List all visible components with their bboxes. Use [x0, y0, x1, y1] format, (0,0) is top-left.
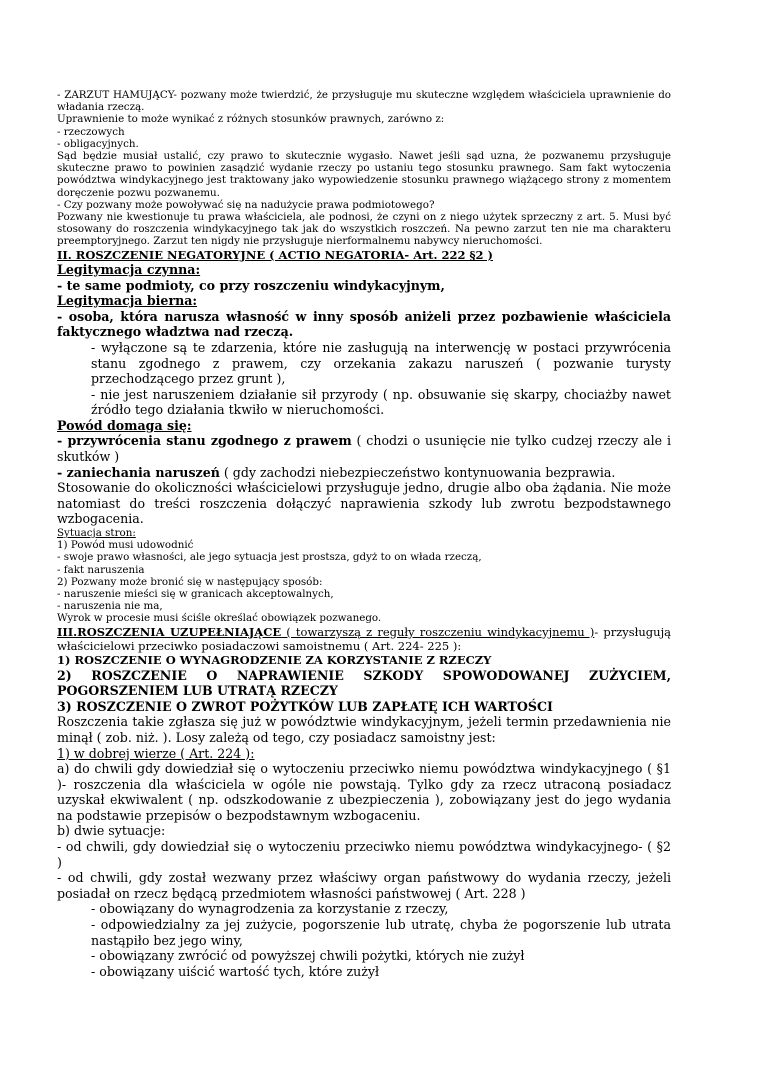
list-item: - nie jest naruszeniem działanie sił przyrody ( np. obsuwanie się skarpy, chociażby nawet źródło tego działania tkwiło w nieruchomości.	[91, 386, 671, 418]
paragraph: Stosowanie do okoliczności właścicielowi przysługuje jedno, drugie albo oba żądania. Nie może natomiast do treści roszczenia dołączyć naprawienia szkody lub zwrotu bezpodstawnego wzbogacenia.	[57, 480, 671, 527]
subheading: Powód domaga się:	[57, 417, 192, 433]
claim-heading: 3) ROSZCZENIE O ZWROT POŻYTKÓW LUB ZAPŁATĘ ICH WARTOŚCI	[57, 698, 553, 714]
list-item: - rzeczowych	[57, 125, 125, 138]
paragraph: a) do chwili gdy dowiedział się o wytoczeniu przeciwko niemu powództwa windykacyjnego ( §1 )- roszczenia dla właściciela w ogóle nie powstają. Tylko gdy za rzecz utraconą posiadacz uzyskał ekwiwalent ( np. odszkodowanie z ubezpieczenia ), zobowiązany jest do jego wydania na podstawie przepisów o bezpodstawnym wzbogaceniu.	[57, 761, 671, 823]
list-item: - odpowiedzialny za jej zużycie, pogorszenie lub utratę, chyba że pogorszenie lub utrata nastąpiło bez jego winy,	[91, 917, 671, 948]
list-item: - obligacyjnych.	[57, 137, 139, 150]
paragraph-rest: ( gdy zachodzi niebezpieczeństwo kontynuowania bezprawia.	[219, 464, 616, 480]
paragraph: Wyrok w procesie musi ściśle określać obowiązek pozwanego.	[57, 612, 382, 625]
list-item: - naruszenie mieści się w granicach akceptowalnych,	[57, 588, 334, 601]
section-title: III.ROSZCZENIA UZUPEŁNIAJĄCE	[57, 624, 282, 639]
paragraph: Sąd będzie musiał ustalić, czy prawo to skutecznie wygasło. Nawet jeśli sąd uzna, że pozwanemu przysługuje skuteczne prawo to powinien zasądzić wydanie rzeczy po ustaniu tego stosunku prawnego. Sam fakt wytoczenia powództwa windykacyjnego jest traktowany jako wypowiedzenie stosunku prawnego wiążącego strony z momentem doręczenie pozwu pozwanemu.	[57, 150, 671, 199]
list-item: - od chwili, gdy został wezwany przez właściwy organ państwowy do wydania rzeczy, jeżeli posiadał on rzecz będącą przedmiotem własności państwowej ( Art. 228 )	[57, 870, 671, 901]
list-item: - wyłączone są te zdarzenia, które nie zasługują na interwencję w postaci przywrócenia stanu zgodnego z prawem, czy orzekania zakazu naruszeń ( pozwanie turysty przechodzącego przez grunt ),	[91, 339, 671, 387]
bold-lead: - przywrócenia stanu zgodnego z prawem	[57, 433, 352, 449]
paragraph: - osoba, która narusza własność w inny sposób aniżeli przez pozbawienie właściciela faktycznego władztwa nad rzeczą.	[57, 308, 671, 340]
paragraph-rest: - przysługują właścicielowi przeciwko posiadaczowi samoistnemu ( Art. 224- 225 ):	[57, 624, 671, 653]
list-item: - fakt naruszenia	[57, 563, 145, 576]
list-item: - obowiązany uiścić wartość tych, które zużył	[91, 963, 380, 979]
bold-lead: - zaniechania naruszeń	[57, 464, 220, 480]
claim-heading: 2) ROSZCZENIE O NAPRAWIENIE SZKODY SPOWODOWANEJ ZUŻYCIEM, POGORSZENIEM LUB UTRATĄ RZECZY	[57, 667, 671, 699]
list-item: - obowiązany zwrócić od powyższej chwili pożytki, których nie zużył	[91, 948, 525, 964]
subheading: Legitymacja bierna:	[57, 293, 198, 309]
section-note: ( towarzyszą z reguły roszczeniu windykacyjnemu )	[281, 624, 595, 639]
paragraph: b) dwie sytuacje:	[57, 823, 166, 839]
paragraph	[57, 433, 671, 464]
paragraph: - te same podmioty, co przy roszczeniu windykacyjnym,	[57, 277, 445, 293]
list-item: - naruszenia nie ma,	[57, 600, 163, 613]
list-item: - od chwili, gdy dowiedział się o wytoczeniu przeciwko niemu powództwa windykacyjnego- ( §2 )	[57, 839, 671, 870]
subheading: 1) w dobrej wierze ( Art. 224 ):	[57, 745, 255, 761]
paragraph-rest: ( chodzi o usunięcie nie tylko cudzej rzeczy ale i skutków )	[57, 433, 671, 465]
paragraph: - Czy pozwany może powoływać się na nadużycie prawa podmiotowego?	[57, 198, 435, 211]
list-item: 2) Pozwany może bronić się w następujący sposób:	[57, 575, 323, 588]
section-heading: II. ROSZCZENIE NEGATORYJNE ( ACTIO NEGATORIA- Art. 222 §2 )	[57, 247, 493, 262]
claim-heading: 1) ROSZCZENIE O WYNAGRODZENIE ZA KORZYSTANIE Z RZECZY	[57, 653, 492, 668]
subheading: Legitymacja czynna:	[57, 261, 201, 277]
list-item: - obowiązany do wynagrodzenia za korzystanie z rzeczy,	[91, 901, 449, 917]
paragraph	[57, 465, 671, 481]
paragraph: Pozwany nie kwestionuje tu prawa właściciela, ale podnosi, że czyni on z niego użytek sprzeczny z art. 5. Musi być stosowany do roszczenia windykacyjnego tak jak do wszystkich roszczeń. Na pewno zarzut ten nie ma charakteru preemptoryjnego. Zarzut ten nigdy nie przysługuje nierformalnemu nabywcy nieruchomości.	[57, 211, 671, 248]
subheading: Sytuacja stron:	[57, 527, 136, 540]
section-heading	[57, 625, 671, 654]
paragraph: Uprawnienie to może wynikać z różnych stosunków prawnych, zarówno z:	[57, 113, 445, 126]
document-page	[57, 89, 671, 979]
list-item: - swoje prawo własności, ale jego sytuacja jest prostsza, gdyż to on włada rzeczą,	[57, 551, 482, 564]
paragraph: Roszczenia takie zgłasza się już w powództwie windykacyjnym, jeżeli termin przedawnienia nie minął ( zob. niż. ). Losy zależą od tego, czy posiadacz samoistny jest:	[57, 714, 671, 745]
paragraph: - ZARZUT HAMUJĄCY- pozwany może twierdzić, że przysługuje mu skuteczne względem właściciela uprawnienie do władania rzeczą.	[57, 89, 671, 114]
list-item: 1) Powód musi udowodnić	[57, 539, 194, 552]
